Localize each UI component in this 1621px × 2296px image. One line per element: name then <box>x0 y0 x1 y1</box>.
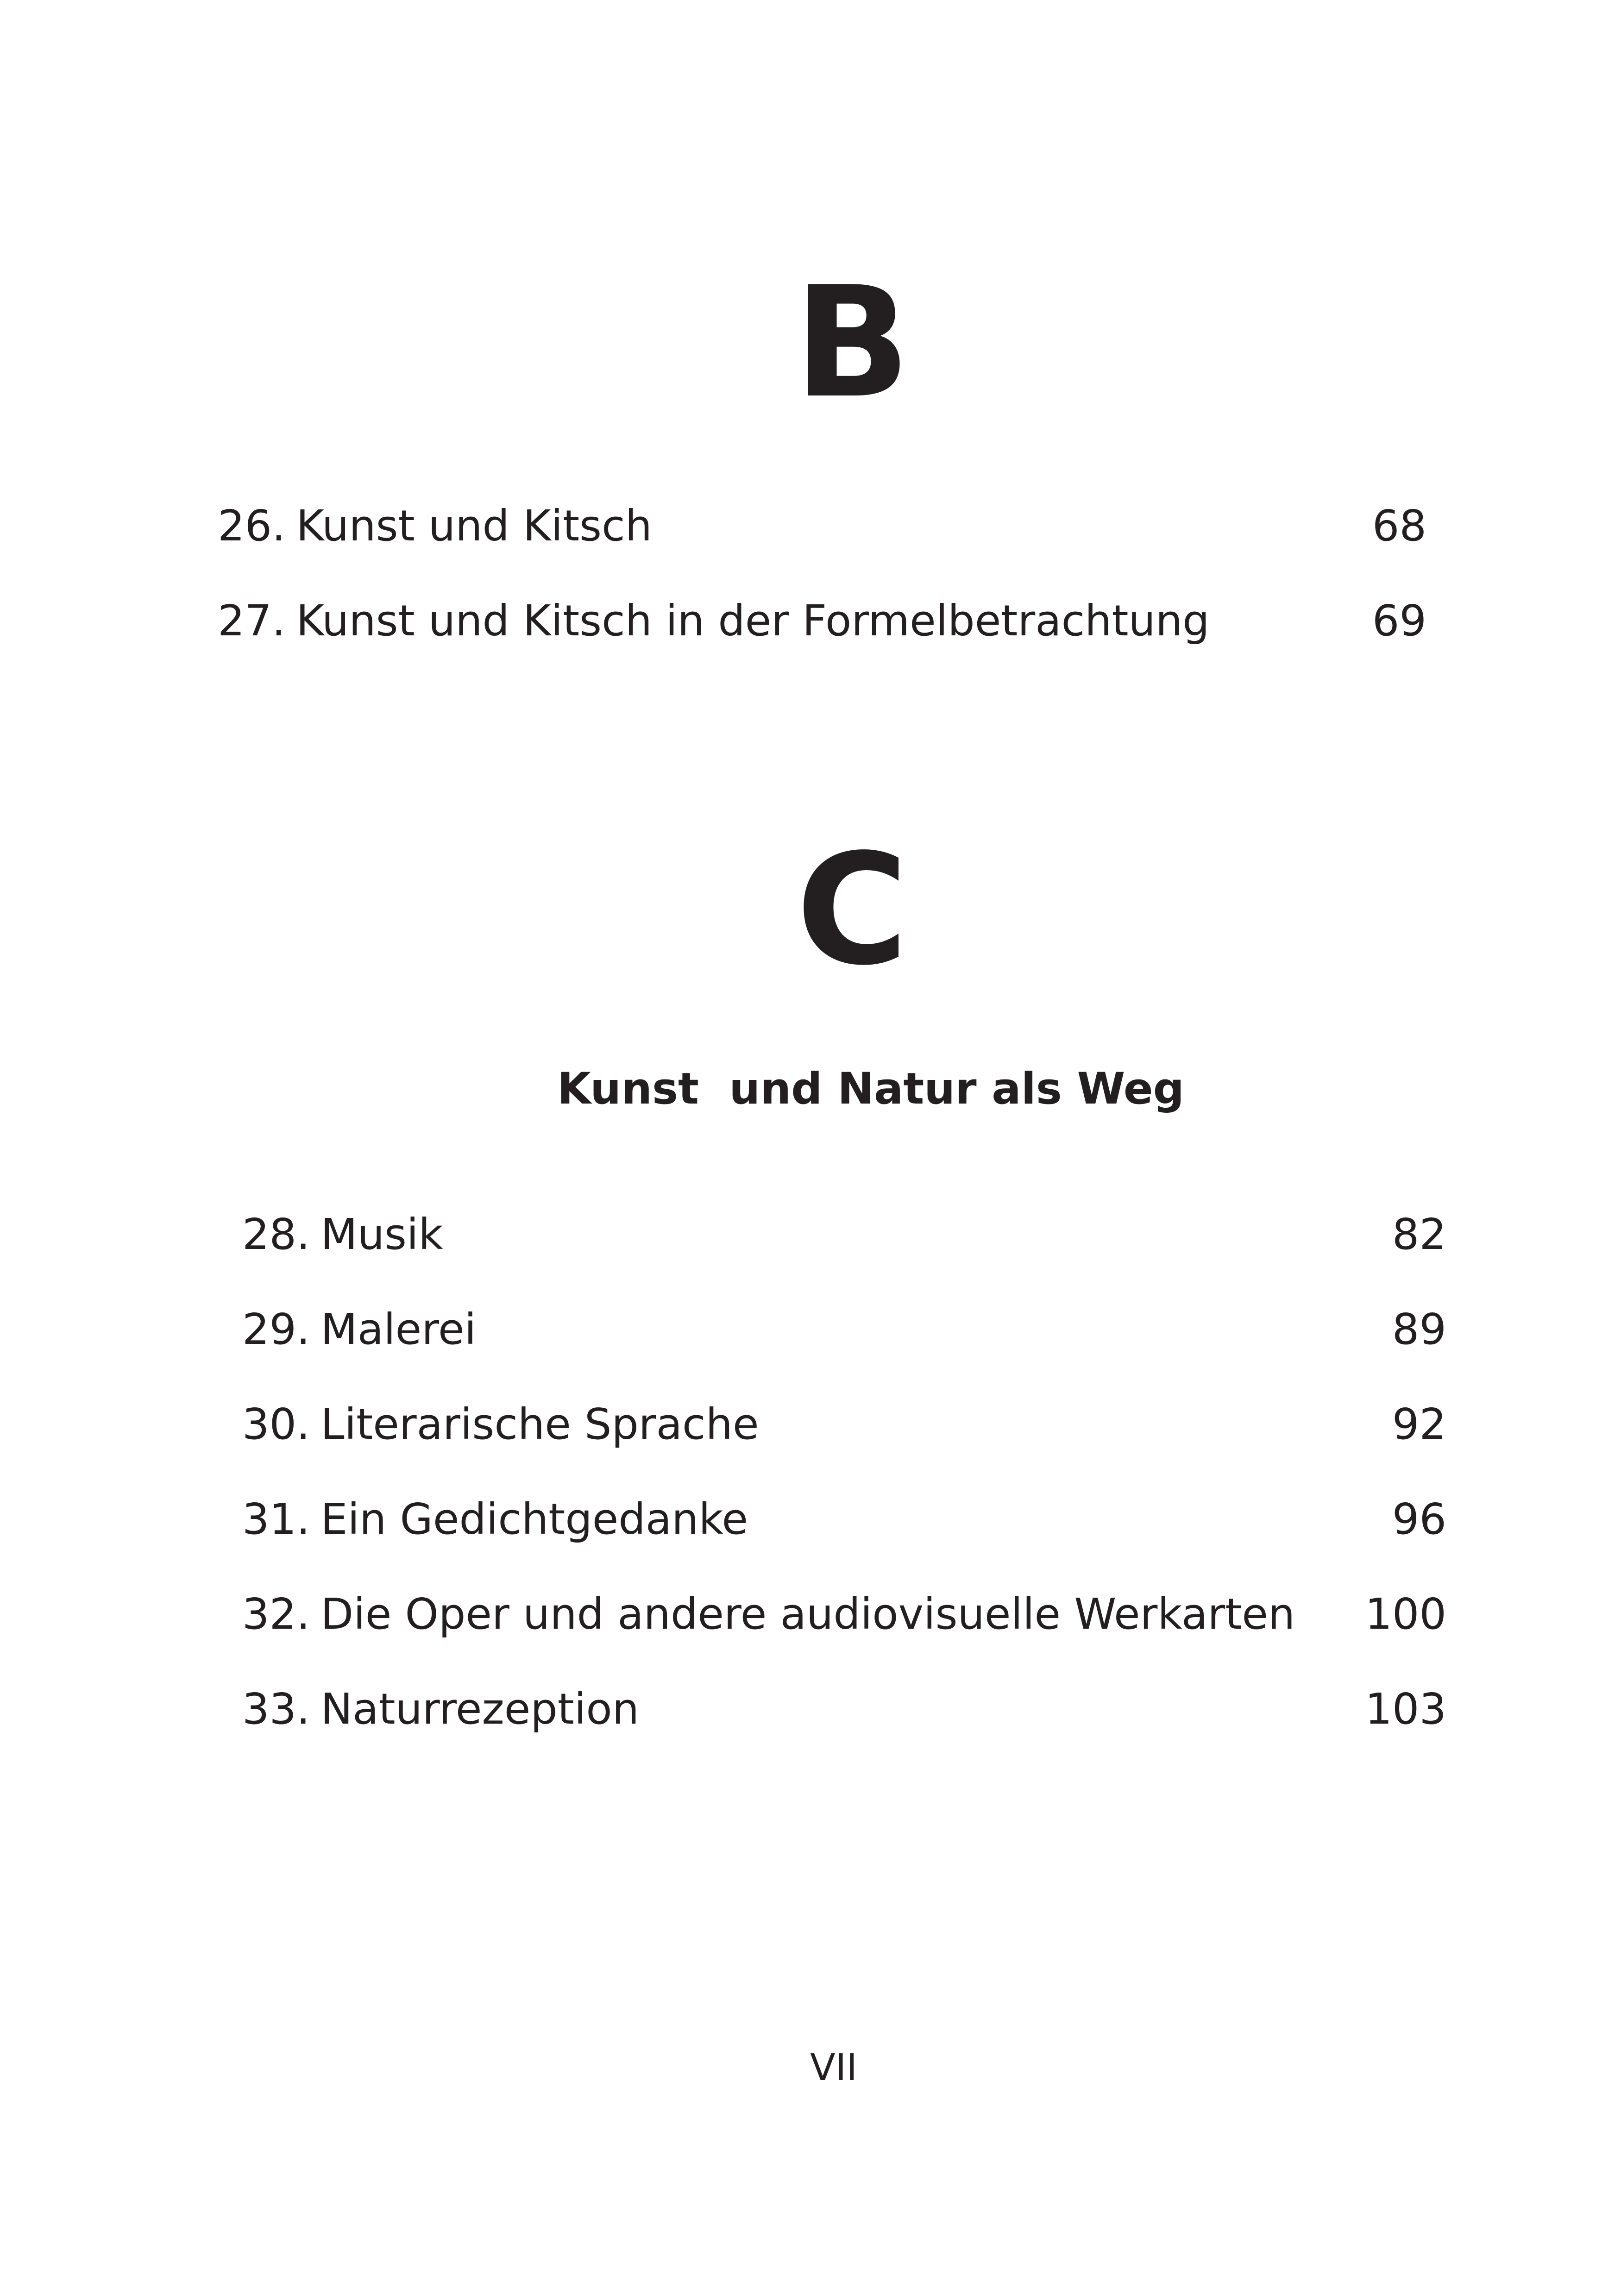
toc-list-section-b <box>218 501 1426 695</box>
toc-entry-title: Ein Gedichtgedanke <box>320 1494 748 1544</box>
toc-entry-number: 26. <box>218 501 286 551</box>
toc-entry-page: 82 <box>1392 1210 1446 1259</box>
toc-entry-number: 32. <box>242 1589 310 1639</box>
section-letter-c: C <box>796 821 909 999</box>
toc-entry <box>218 596 1426 695</box>
toc-entry <box>242 1210 1446 1308</box>
toc-entry-number: 28. <box>242 1210 310 1259</box>
toc-entry-page: 100 <box>1365 1589 1446 1639</box>
page-number: VII <box>810 2046 857 2089</box>
toc-entry-title: Kunst und Kitsch in der Formelbetrachtung <box>296 596 1210 646</box>
toc-entry <box>242 1494 1446 1593</box>
toc-entry-title: Die Oper und andere audiovisuelle Werkarten <box>320 1589 1295 1639</box>
toc-entry <box>242 1305 1446 1403</box>
toc-entry-page: 103 <box>1365 1684 1446 1734</box>
toc-entry-title: Musik <box>320 1210 443 1259</box>
toc-entry-number: 33. <box>242 1684 310 1734</box>
toc-entry-title: Malerei <box>320 1305 477 1354</box>
toc-entry-title: Naturrezeption <box>320 1684 640 1734</box>
toc-entry-page: 68 <box>1372 501 1426 551</box>
toc-entry <box>242 1589 1446 1688</box>
section-subtitle: Kunst und Natur als Weg <box>557 1064 1184 1114</box>
toc-entry-page: 96 <box>1392 1494 1446 1544</box>
toc-entry-number: 27. <box>218 596 286 646</box>
toc-entry <box>218 501 1426 600</box>
toc-entry-title: Kunst und Kitsch <box>296 501 652 551</box>
toc-entry-number: 30. <box>242 1399 310 1449</box>
toc-entry-page: 69 <box>1372 596 1426 646</box>
toc-entry <box>242 1684 1446 1783</box>
toc-entry-page: 92 <box>1392 1399 1446 1449</box>
toc-entry-page: 89 <box>1392 1305 1446 1354</box>
toc-list-section-c <box>242 1210 1446 1783</box>
toc-entry-number: 29. <box>242 1305 310 1354</box>
section-letter-b: B <box>794 254 911 432</box>
toc-entry-title: Literarische Sprache <box>320 1399 759 1449</box>
toc-entry <box>242 1399 1446 1498</box>
toc-entry-number: 31. <box>242 1494 310 1544</box>
